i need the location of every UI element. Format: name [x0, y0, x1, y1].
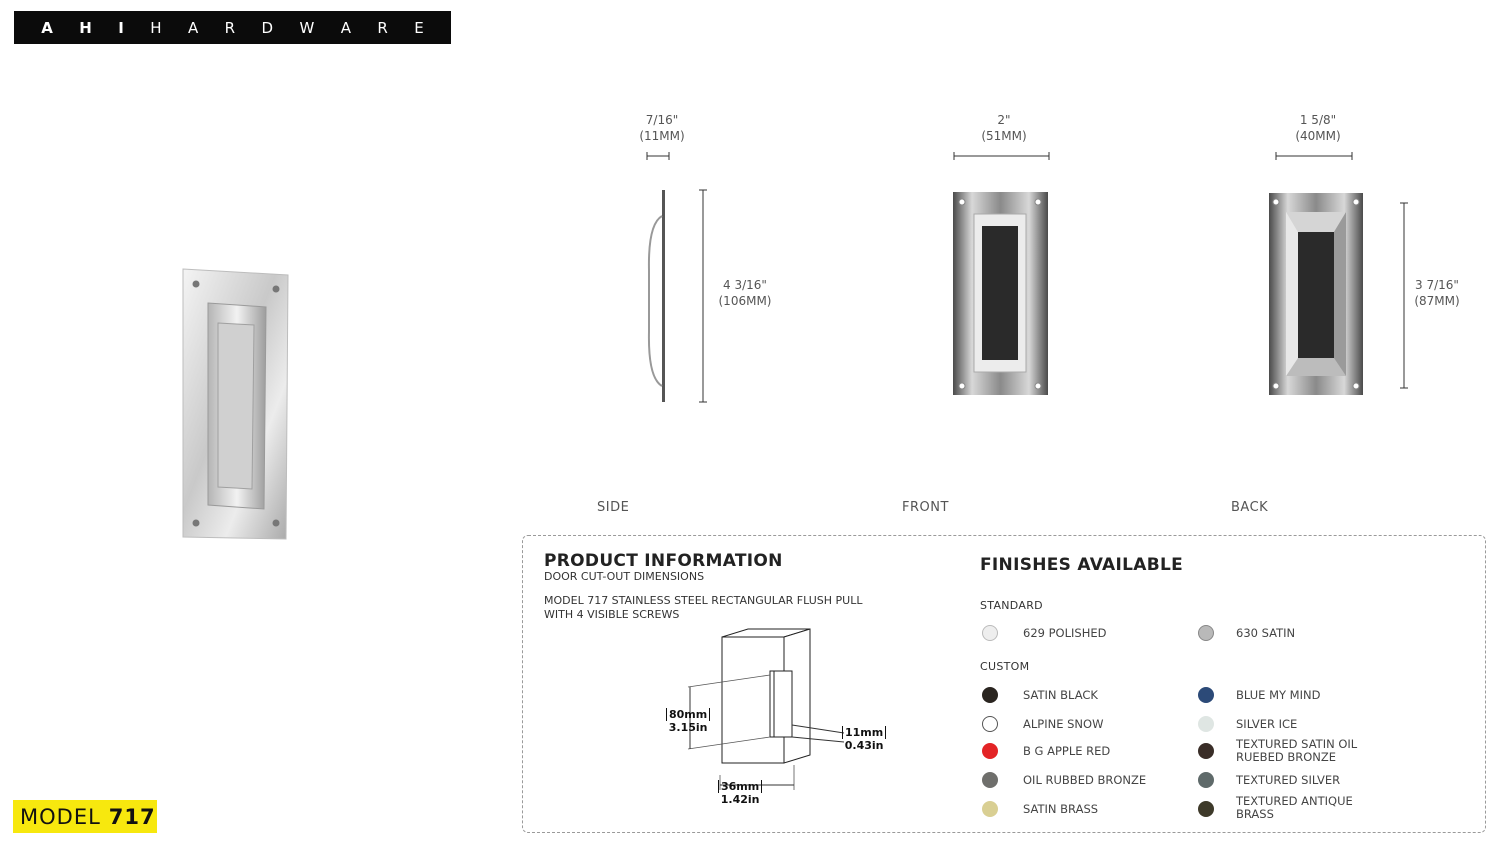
product-info-title: PRODUCT INFORMATION [544, 551, 783, 571]
logo-letter: I [118, 18, 124, 37]
side-view-drawing [640, 150, 720, 410]
logo-letter: A [187, 18, 199, 37]
cutout-depth-annotation: 11mm 0.43in [842, 726, 886, 752]
logo-letter: H [150, 18, 162, 37]
finish-name: SATIN BLACK [1023, 688, 1098, 702]
standard-finishes-label: STANDARD [980, 599, 1043, 612]
swatch-silver-ice [1198, 716, 1214, 732]
logo-letter: D [261, 18, 274, 37]
product-photo [180, 265, 292, 543]
swatch-satin-black [982, 687, 998, 703]
finish-name: SILVER ICE [1236, 717, 1298, 731]
product-description-line1: MODEL 717 STAINLESS STEEL RECTANGULAR FLUSH PULL [544, 594, 863, 607]
swatch-bg-apple-red [982, 743, 998, 759]
back-view-drawing [1264, 150, 1414, 400]
back-label: BACK [1231, 500, 1269, 515]
finish-name: BLUE MY MIND [1236, 688, 1321, 702]
swatch-629-polished [982, 625, 998, 641]
logo-letter: H [79, 18, 92, 37]
logo-letter: W [299, 18, 315, 37]
swatch-satin-brass [982, 801, 998, 817]
product-description-line2: WITH 4 VISIBLE SCREWS [544, 608, 680, 621]
custom-finishes-label: CUSTOM [980, 660, 1030, 673]
back-height-dimension: 3 7/16" (87MM) [1414, 278, 1460, 308]
finish-name: SATIN BRASS [1023, 802, 1099, 816]
logo-letter: R [224, 18, 236, 37]
side-width-dimension: 7/16" (11MM) [639, 113, 685, 143]
swatch-textured-silver [1198, 772, 1214, 788]
finish-name: B G APPLE RED [1023, 744, 1111, 758]
front-label: FRONT [902, 500, 949, 515]
finish-name: TEXTURED SATIN OIL RUEBED BRONZE [1236, 737, 1358, 764]
finish-name: OIL RUBBED BRONZE [1023, 773, 1147, 787]
front-view-drawing [948, 150, 1058, 400]
back-width-dimension: 1 5/8" (40MM) [1295, 113, 1341, 143]
finish-name: 630 SATIN [1236, 626, 1296, 640]
logo-letter: R [377, 18, 388, 37]
finishes-title: FINISHES AVAILABLE [980, 555, 1184, 575]
swatch-textured-antique-brass [1198, 801, 1214, 817]
logo-letter: E [414, 18, 424, 37]
model-prefix: MODEL [20, 804, 101, 829]
swatch-oil-rubbed-bronze [982, 772, 998, 788]
finish-name: 629 POLISHED [1023, 626, 1107, 640]
side-label: SIDE [597, 500, 630, 515]
front-width-dimension: 2" (51MM) [981, 113, 1027, 143]
swatch-alpine-snow [982, 716, 998, 732]
cutout-width-annotation: 36mm 1.42in [718, 780, 762, 806]
side-height-dimension: 4 3/16" (106MM) [718, 278, 772, 308]
logo-letter: A [340, 18, 351, 37]
logo-letter: A [41, 18, 53, 37]
model-badge [13, 800, 157, 833]
swatch-630-satin [1198, 625, 1214, 641]
brand-logo [14, 11, 451, 44]
finish-name: TEXTURED ANTIQUE BRASS [1236, 794, 1353, 821]
finish-name: ALPINE SNOW [1023, 717, 1104, 731]
cutout-subtitle: DOOR CUT-OUT DIMENSIONS [544, 570, 705, 583]
cutout-height-annotation: 80mm 3.15in [666, 708, 710, 734]
swatch-blue-my-mind [1198, 687, 1214, 703]
finish-name: TEXTURED SILVER [1236, 773, 1341, 787]
swatch-textured-satin-oil-rubbed-bronze [1198, 743, 1214, 759]
model-number: 717 [108, 804, 156, 829]
